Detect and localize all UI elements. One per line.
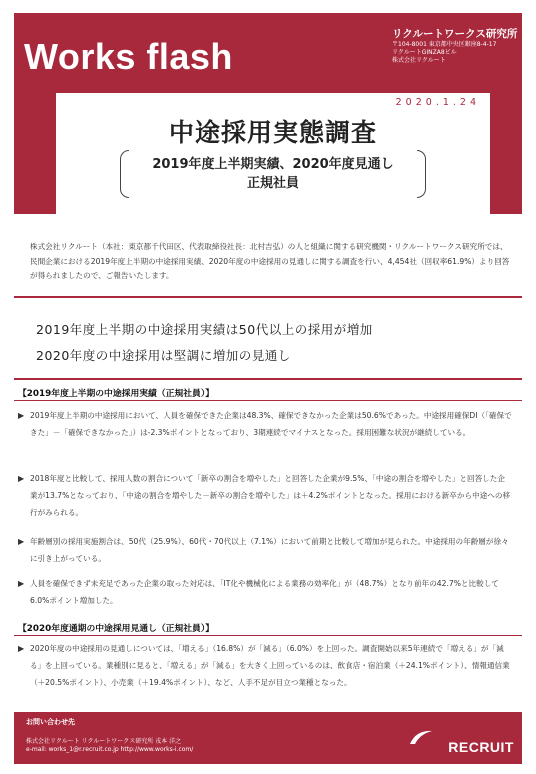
bullet-text: 年齢層別の採用実施割合は、50代（25.9%）、60代・70代以上（7.1%）において前期と比較して増加が見られた。中途採用の年齢層が徐々に引き上がっている。 [30,537,509,563]
bullet-arrow-icon: ▶ [18,411,25,420]
section1-underline [14,400,522,401]
works-flash-logo: Works flash [24,36,233,77]
org-address: 〒104-8001 東京都中央区銀座8-4-17 [392,41,497,48]
org-info [392,27,518,65]
section1-title: 【2019年度上半期の中途採用実績（正規社員）】 [18,389,215,399]
header-banner [14,13,522,214]
bullet-text: 2018年度と比較して、採用人数の割合について「新卒の割合を増やした」と回答した企業が9.5%、「中途の割合を増やした」と回答した企業が13.7%となっており、「中途の割合を増やした－新卒の割合を増やした」は＋4.2%ポイントとなった。採用における新卒から中途への移行がみられる。 [30,474,511,517]
page-title: 中途採用実態調査 [168,118,377,147]
section2-bullet-1 [18,640,512,691]
headline-2: 2020年度の中途採用は堅調に増加の見通し [36,348,291,363]
bullet-text: 人員を確保できず未充足であった企業の取った対応は、「IT化や機械化による業務の効率化」が（48.7%）となり前年の42.7%と比較して6.0%ポイント増加した。 [30,579,499,605]
section1-bullet-4 [18,575,512,609]
footer-banner [14,712,522,764]
contact-title: お問い合わせ先 [26,718,75,726]
subtitle-line2: 正規社員 [246,176,299,191]
section1-bullet-2 [18,470,512,521]
bullet-arrow-icon: ▶ [18,537,25,546]
section2-underline [14,635,522,636]
contact-person: 株式会社リクルート リクルートワークス研究所 戎本 洋之 [26,738,182,745]
section1-bullet-1 [18,407,512,441]
bullet-arrow-icon: ▶ [18,644,25,653]
contact-email-url[interactable]: e-mail: works_1@r.recruit.co.jp http://www.works-i.com/ [26,746,194,753]
bullet-text: 2019年度上半期の中途採用において、人員を確保できた企業は48.3%、確保できなかった企業は50.6%であった。中途採用確保DI（「確保できた」－「確保できなかった」）は-2.3%ポイントとなっており、3期連続でマイナスとなった。採用困難な状況が継続している。 [30,411,512,437]
section2-title: 【2020年度通期の中途採用見通し（正規社員）】 [18,624,215,634]
subtitle-line1: 2019年度上半期実績、2020年度見通し [152,157,394,172]
section1-bullet-3 [18,533,512,567]
org-company: 株式会社リクルート [392,57,446,64]
recruit-swoosh-icon [408,728,434,746]
subtitle-box [120,150,426,198]
headline-bottom-rule [14,378,522,380]
headline-top-rule [14,296,522,298]
recruit-wordmark: RECRUIT [448,739,514,755]
org-building: リクルートGINZA8ビル [392,49,457,56]
bullet-arrow-icon: ▶ [18,579,25,588]
bullet-arrow-icon: ▶ [18,474,25,483]
title-box [56,93,490,227]
org-name: リクルートワークス研究所 [392,28,518,40]
headline-1: 2019年度上半期の中途採用実績は50代以上の採用が増加 [36,322,373,337]
intro-paragraph: 株式会社リクルート（本社：東京都千代田区、代表取締役社長：北村吉弘）の人と組織に関する研究機関・リクルートワークス研究所では、民間企業における2019年度上半期の中途採用実績、2020年度の中途採用の見通しに関する調査を行い、4,454社（回収率61.9%）より回答が得られましたので、ご報告いたします。 [30,242,510,280]
release-date: 2020.1.24 [395,97,480,108]
bullet-text: 2020年度の中途採用の見通しについては、「増える」（16.8%）が「減る」（6.0%）を上回った。調査開始以来5年連続で「増える」が「減る」を上回っている。業種別に見ると、「増える」が「減る」を大きく上回っているのは、飲食店・宿泊業（＋24.1%ポイント）、情報通信業（＋20.5%ポイント）、小売業（＋19.4%ポイント）、など、人手不足が目立つ業種となった。 [30,644,510,687]
recruit-logo [406,728,514,758]
